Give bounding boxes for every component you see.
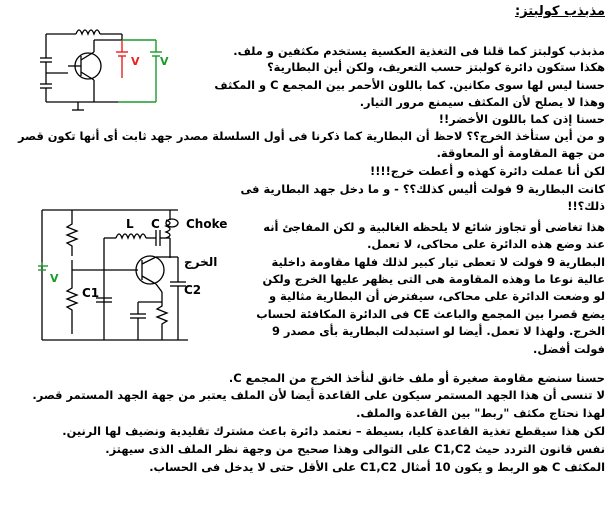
text-line: لو وضعت الدائرة على محاكى، سيفترض أن البطارية مثالية و (269, 289, 605, 303)
coupling-cap-label: C (151, 217, 160, 231)
text-line: وهذا لا يصلح لأن المكثف سيمنع مرور التيار. (359, 95, 605, 109)
red-battery-label: V (131, 55, 140, 68)
text-line: مذبذب كولبتز كما قلنا فى التغذية العكسية يستخدم مكثفين و ملف. (233, 44, 605, 58)
text-line: حسنا إذن كما باللون الأخضر!! (438, 112, 605, 126)
c2-label: C2 (184, 283, 202, 297)
text-line: عند وضع هذه الدائرة على محاكى، لا تعمل. (367, 237, 605, 251)
output-label: الخرج (184, 255, 218, 269)
text-line: فولت أفضل. (533, 342, 605, 356)
green-battery-label: V (160, 55, 169, 68)
text-line: لهذا نحتاج مكثف "ربط" بين القاعدة والملف. (356, 406, 605, 420)
choke-label: Choke (186, 217, 228, 231)
text-line: البطارية 9 فولت لا تعطى تيار كبير لذلك فلها مقاومة داخلية (271, 255, 605, 269)
text-line: حسنا سنضع مقاومة صغيرة أو ملف خانق لنأخذ الخرج من المجمع C. (228, 371, 605, 385)
text-line: لا تنسى أن هذا الجهد المستمر سيكون على القاعدة أيضا لأن الملف يعتبر من جهة الجهد المستمر قصر. (32, 388, 605, 402)
text-line: الخرج. ولهذا لا تعمل. أيضا لو استبدلت البطارية بأى مصدر 9 (271, 324, 605, 338)
text-line: و من أين ستأخذ الخرج؟؟ لاحظ أن البطارية كما ذكرنا فى أول السلسلة مصدر جهد ثابت أى أنها تكون قصر (18, 129, 605, 143)
colpitts-basic-circuit (38, 18, 178, 118)
text-line: يضع قصرا بين المجمع والباعث CE فى الدائرة المكافئة لحساب (256, 307, 605, 321)
text-line: لكن هذا سيقطع تغذية القاعدة كليا، بسيطة – نعتمد دائرة باعث مشترك تقليدية ونضيف لها الرنين. (62, 424, 605, 438)
text-line: لكن أنا عملت دائرة كهذه و أعطت خرج!!!! (370, 164, 605, 178)
text-line: حسنا ليس لها سوى مكانين. كما باللون الأحمر بين المجمع C و المكثف (214, 78, 605, 92)
c1-label: C1 (82, 286, 100, 300)
colpitts-choke-circuit (38, 202, 234, 354)
text-line: هذا تغاضى أو تجاوز شائع لا يلحظه الغالبية و لكن المفاجئ أنه (263, 220, 605, 234)
text-line: هكذا ستكون دائرة كولبتز حسب التعريف، ولكن أين البطارية؟ (267, 60, 605, 74)
text-line: ذلك؟!! (567, 199, 605, 213)
page-title: مذبذب كولبتز: (514, 4, 605, 19)
text-line: نفس قانون التردد حيث C1,C2 على التوالى وهذا صحيح من وجهة نظر الملف الذى سيهتز. (105, 442, 605, 456)
text-line: المكثف C هو الربط و يكون 10 أمثال C1,C2 على الأقل حتى لا يدخل فى الحساب. (149, 460, 605, 474)
battery-label: V (50, 272, 59, 285)
text-line: عالية نوعا ما وهذه المقاومة هى التى يظهر عليها الخرج ولكن (262, 272, 605, 286)
text-line: كانت البطارية 9 فولت أليس كذلك؟؟ - و ما دخل جهد البطارية فى (240, 182, 605, 196)
text-line: من جهة المقاومة أو المعاوقة. (436, 146, 605, 160)
coil-label: L (126, 217, 134, 231)
